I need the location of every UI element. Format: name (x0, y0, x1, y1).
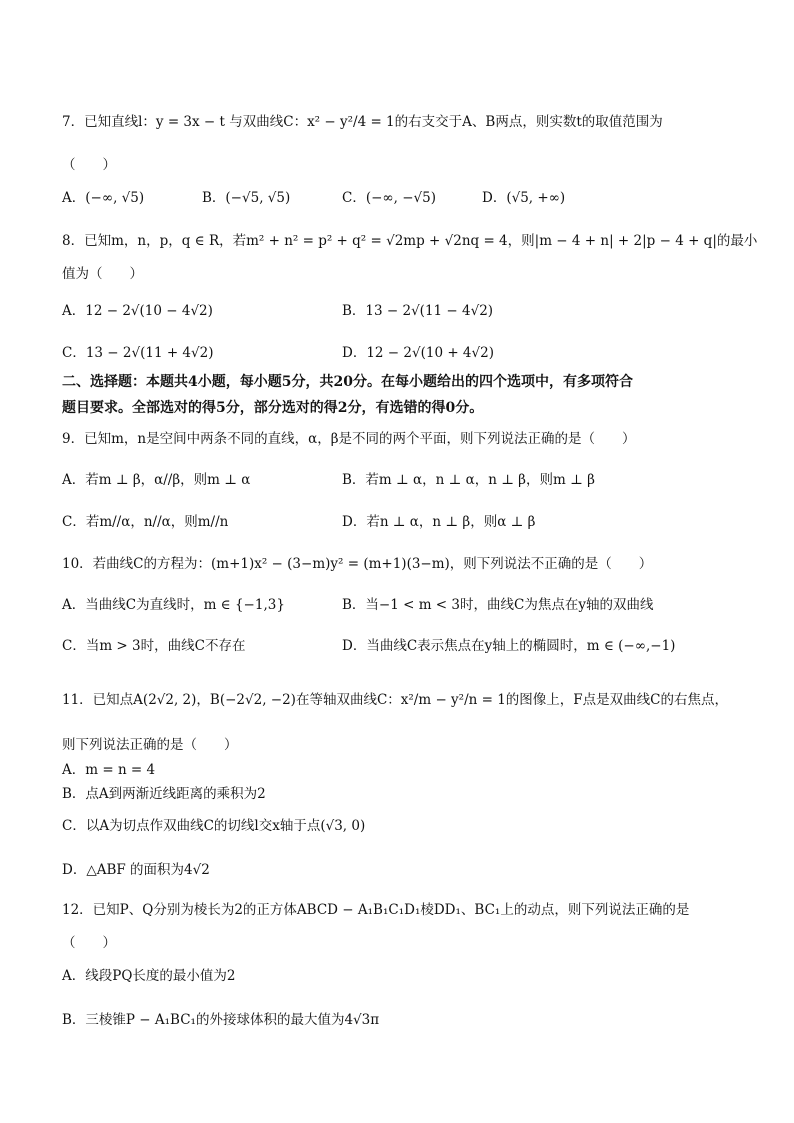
q12-paren: （ ） (62, 935, 116, 951)
q9-option-b: B．若m ⊥ α，n ⊥ α，n ⊥ β，则m ⊥ β (342, 472, 595, 488)
q12-option-a: A．线段PQ长度的最小值为2 (62, 968, 236, 984)
q7-stem: 7．已知直线l：y = 3x − t 与双曲线C：x² − y²/4 = 1的右支交于A、B两点，则实数t的取值范围为 (62, 114, 663, 130)
q8-stem: 8．已知m，n，p，q ∈ R，若m² + n² = p² + q² = √2mp + √2nq = 4，则|m − 4 + n| + 2|p − 4 + q|的最小 (62, 233, 758, 249)
q7-paren: （ ） (62, 157, 116, 173)
q11-option-c: C．以A为切点作双曲线C的切线l交x轴于点(√3, 0) (62, 818, 366, 834)
q10-option-a: A．当曲线C为直线时，m ∈ {−1,3} (62, 597, 285, 613)
section2-heading-line1: 二、选择题：本题共4小题，每小题5分，共20分。在每小题给出的四个选项中，有多项符合 (62, 374, 633, 390)
q11-stem-cont: 则下列说法正确的是（ ） (62, 737, 238, 753)
q10-stem: 10．若曲线C的方程为：(m+1)x² − (3−m)y² = (m+1)(3−m)，则下列说法不正确的是（ ） (62, 556, 653, 572)
q10-option-b: B．当−1 < m < 3时，曲线C为焦点在y轴的双曲线 (342, 597, 654, 613)
q7-option-d: D．(√5, +∞) (482, 190, 566, 206)
q9-stem: 9．已知m，n是空间中两条不同的直线，α，β是不同的两个平面，则下列说法正确的是（ ） (62, 431, 636, 447)
q8-option-c: C．13 − 2√(11 + 4√2) (62, 345, 214, 361)
q11-option-d: D．△ABF 的面积为4√2 (62, 862, 210, 878)
q8-option-a: A．12 − 2√(10 − 4√2) (62, 303, 213, 319)
q7-option-b: B．(−√5, √5) (202, 190, 291, 206)
q12-stem: 12．已知P、Q分别为棱长为2的正方体ABCD − A₁B₁C₁D₁棱DD₁、BC₁上的动点，则下列说法正确的是 (62, 902, 690, 918)
q10-option-d: D．当曲线C表示焦点在y轴上的椭圆时，m ∈ (−∞,−1) (342, 638, 676, 654)
q11-option-b: B．点A到两渐近线距离的乘积为2 (62, 786, 266, 802)
q12-option-b: B．三棱锥P − A₁BC₁的外接球体积的最大值为4√3π (62, 1012, 380, 1028)
q7-option-c: C．(−∞, −√5) (342, 190, 437, 206)
q8-option-b: B．13 − 2√(11 − 4√2) (342, 303, 494, 319)
q11-stem: 11．已知点A(2√2, 2)，B(−2√2, −2)在等轴双曲线C：x²/m − y²/n = 1的图像上，F点是双曲线C的右焦点， (62, 692, 729, 708)
q9-option-d: D．若n ⊥ α，n ⊥ β，则α ⊥ β (342, 514, 536, 530)
section2-heading-line2: 题目要求。全部选对的得5分，部分选对的得2分，有选错的得0分。 (62, 400, 484, 416)
q10-option-c: C．当m > 3时，曲线C不存在 (62, 638, 246, 654)
q11-option-a: A．m = n = 4 (62, 762, 156, 778)
q8-stem-cont: 值为（ ） (62, 266, 143, 282)
q8-option-d: D．12 − 2√(10 + 4√2) (342, 345, 494, 361)
q9-option-c: C．若m//α，n//α，则m//n (62, 514, 229, 530)
q7-option-a: A．(−∞, √5) (62, 190, 145, 206)
q9-option-a: A．若m ⊥ β，α//β，则m ⊥ α (62, 472, 251, 488)
